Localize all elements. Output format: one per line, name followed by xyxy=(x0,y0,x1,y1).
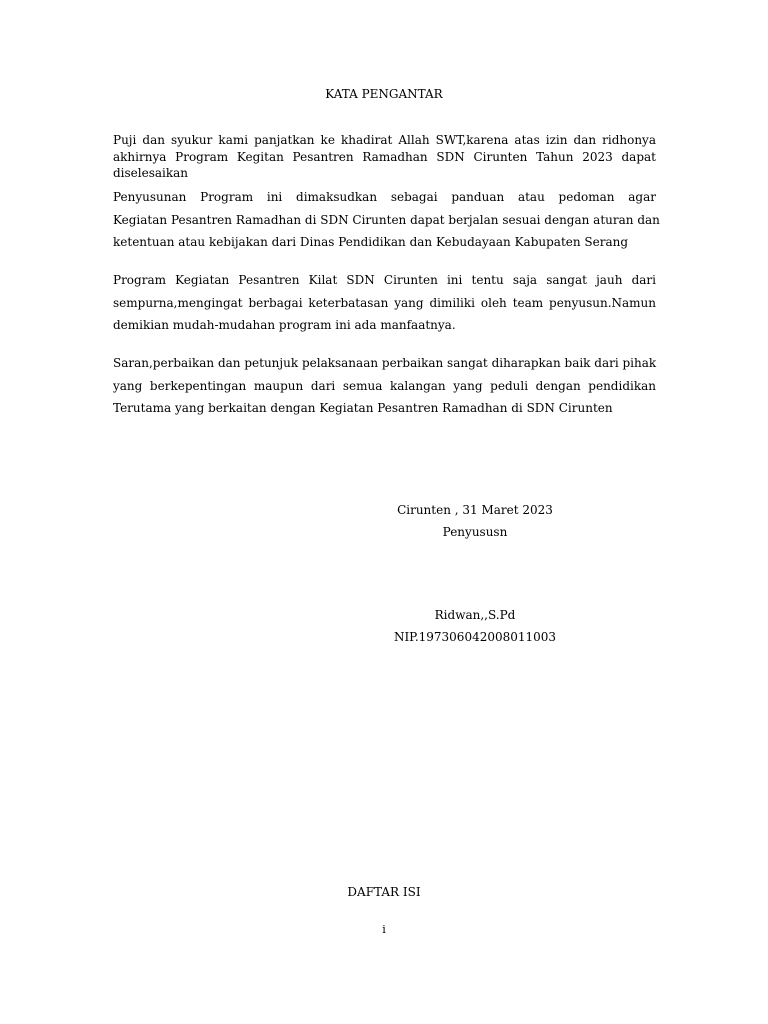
paragraph-line: Penyusunan Program ini dimaksudkan sebagai panduan atau pedoman agar xyxy=(113,190,656,204)
paragraph-1 xyxy=(113,132,656,182)
signature-name: Ridwan,,S.Pd xyxy=(434,608,516,622)
paragraph-4 xyxy=(113,352,656,420)
page-title: KATA PENGANTAR xyxy=(325,87,443,101)
paragraph-line: ketentuan atau kebijakan dari Dinas Pendidikan dan Kebudayaan Kabupaten Serang xyxy=(113,235,629,249)
paragraph-line: sempurna,mengingat berbagai keterbatasan yang dimiliki oleh team penyusun.Namun xyxy=(113,295,656,310)
paragraph-line: yang berkepentingan maupun dari semua kalangan yang peduli dengan pendidikan xyxy=(113,378,656,393)
page-number: i xyxy=(382,923,386,936)
paragraph-2 xyxy=(113,186,660,254)
signature-place-date: Cirunten , 31 Maret 2023 xyxy=(397,503,553,517)
signature-nip: NIP.197306042008011003 xyxy=(393,630,557,644)
paragraph-line: Program Kegiatan Pesantren Kilat SDN Cirunten ini tentu saja sangat jauh dari xyxy=(113,273,656,287)
paragraph-line: Terutama yang berkaitan dengan Kegiatan Pesantren Ramadhan di SDN Cirunten xyxy=(113,401,613,415)
paragraph-3 xyxy=(113,269,656,337)
paragraph-line: Kegiatan Pesantren Ramadhan di SDN Cirunten dapat berjalan sesuai dengan aturan dan xyxy=(113,212,660,227)
paragraph-line: diselesaikan xyxy=(113,166,189,180)
signature-role: Penyususn xyxy=(442,525,508,539)
next-section-heading: DAFTAR ISI xyxy=(347,885,421,899)
paragraph-line: demikian mudah-mudahan program ini ada manfaatnya. xyxy=(113,318,456,332)
paragraph-line: akhirnya Program Kegitan Pesantren Ramadhan SDN Cirunten Tahun 2023 dapat xyxy=(113,149,656,164)
paragraph-line: Saran,perbaikan dan petunjuk pelaksanaan perbaikan sangat diharapkan baik dari pihak xyxy=(113,356,657,370)
paragraph-line: Puji dan syukur kami panjatkan ke khadirat Allah SWT,karena atas izin dan ridhonya xyxy=(113,133,656,147)
